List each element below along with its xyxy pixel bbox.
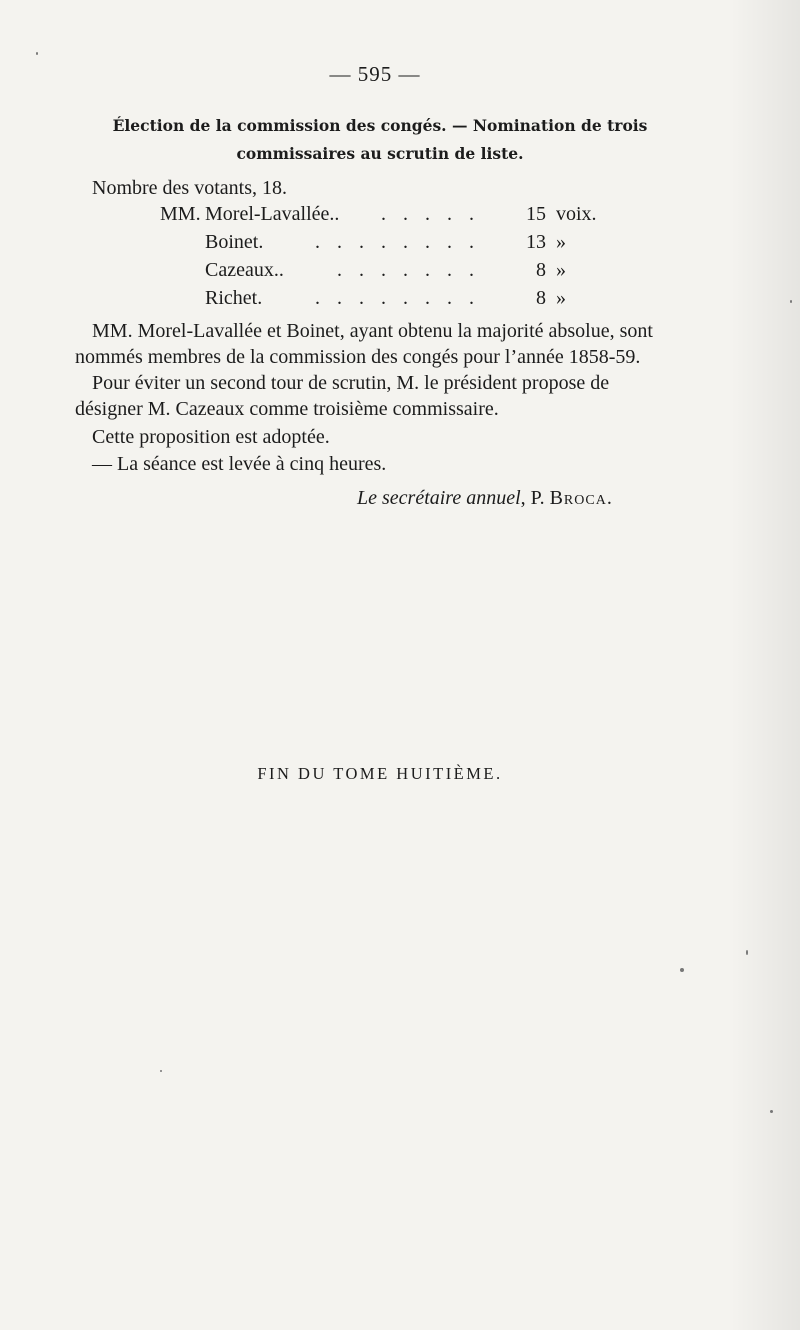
section-heading-line-2: commissaires au scrutin de liste. [236,144,524,163]
paragraph-proposal-line-1: Pour éviter un second tour de scrutin, M. le président propose de [92,372,610,394]
paragraph-result-line-2: nommés membres de la commission des congés pour l’année 1858-59. [75,346,641,368]
page-number: — 595 — [329,62,421,86]
leader-dots: . . . . . [381,203,480,225]
vote-row [0,285,800,311]
leader-dots: . . . . . . . [337,259,480,281]
vote-count: 15 [526,203,546,225]
scan-speck [770,1110,773,1113]
paragraph-closing: — La séance est levée à cinq heures. [92,453,387,475]
vote-unit: » [556,259,566,281]
candidate-name: Boinet. [205,231,264,253]
vote-unit: » [556,231,566,253]
vote-count: 13 [526,231,546,253]
candidate-name: Richet. [205,287,263,309]
vote-prefix: MM. [160,203,201,225]
scan-speck [680,968,684,972]
paragraph-result-line-1: MM. Morel-Lavallée et Boinet, ayant obtenu la majorité absolue, sont [92,320,653,342]
scan-speck [160,1070,162,1072]
scan-speck [790,300,792,303]
signature-name: Broca [549,487,607,509]
signature-initial: P. [530,487,550,509]
signature-separator: , [520,487,531,509]
voter-count-line: Nombre des votants, 18. [92,177,287,199]
leader-dots: . . . . . . . . [315,287,480,309]
section-heading-line-1: Élection de la commission des congés. — Nomination de trois [112,116,648,135]
scan-speck [36,52,38,55]
paper-edge-shading [730,0,800,1330]
paragraph-proposal-line-2: désigner M. Cazeaux comme troisième commissaire. [75,398,499,420]
vote-row [0,229,800,255]
signature [357,484,612,512]
vote-count: 8 [536,287,546,309]
vote-count: 8 [536,259,546,281]
signature-role: Le secrétaire annuel [357,487,521,509]
vote-unit: voix. [556,203,597,225]
vote-row [0,201,800,227]
candidate-name: Cazeaux.. [205,259,284,281]
scan-speck [746,950,748,955]
candidate-name: Morel-Lavallée.. [205,203,340,225]
paragraph-adopted: Cette proposition est adoptée. [92,426,330,448]
vote-unit: » [556,287,566,309]
vote-row [0,257,800,283]
leader-dots: . . . . . . . . [315,231,480,253]
end-of-volume-note: FIN DU TOME HUITIÈME. [257,764,503,783]
signature-end: . [606,487,612,509]
